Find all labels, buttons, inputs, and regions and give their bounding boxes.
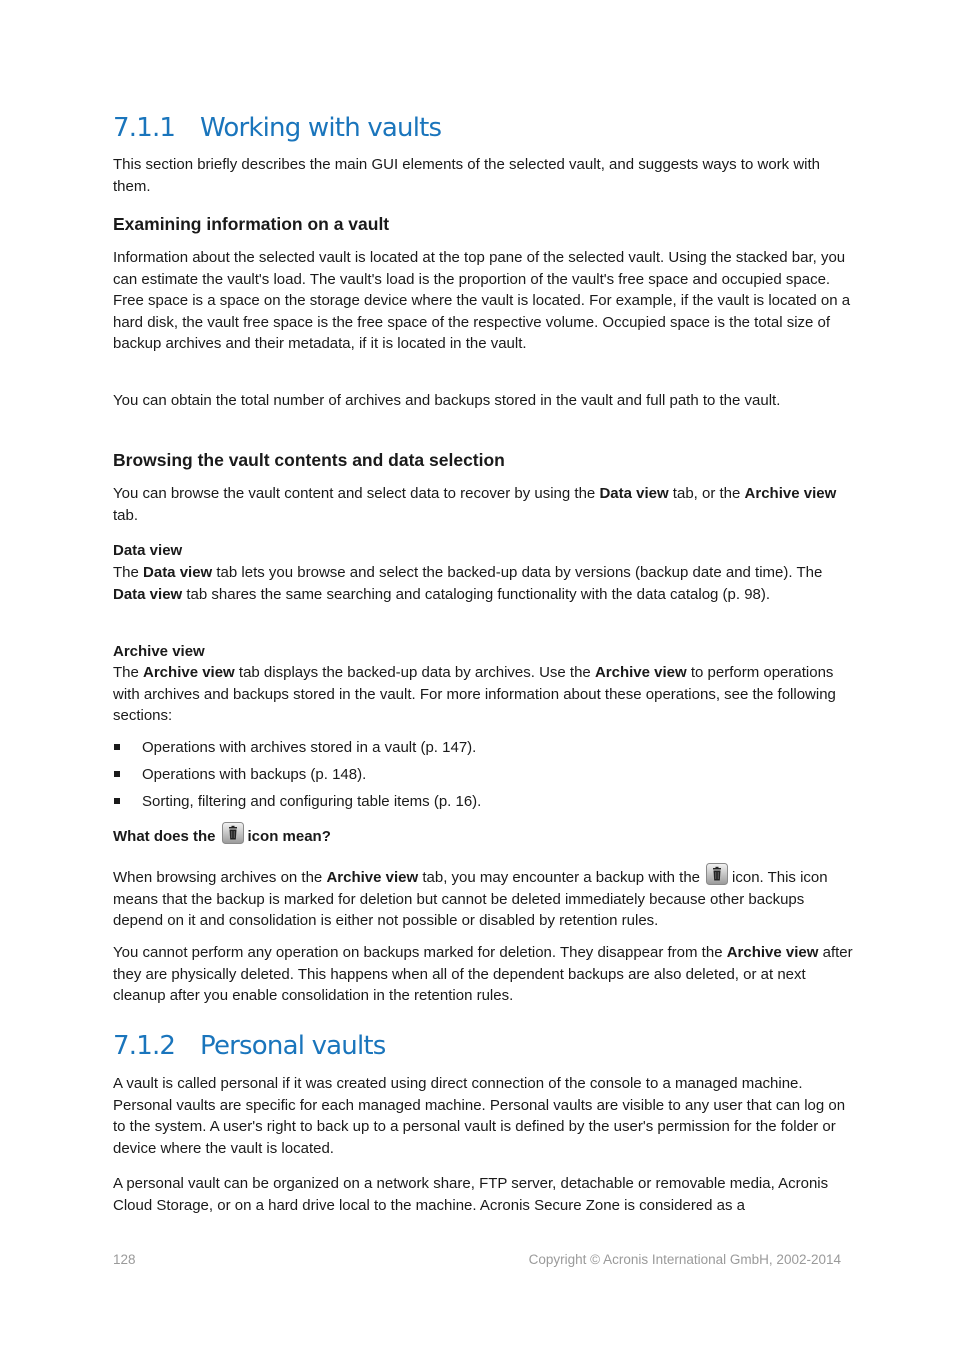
cannot-perform-paragraph <box>113 942 853 1007</box>
text-run: What does the <box>113 828 216 845</box>
text-run: tab lets you browse and select the backed-up data by versions (backup date and time). The <box>212 564 823 581</box>
copyright-notice: Copyright © Acronis International GmbH, 2002-2014 <box>528 1252 841 1267</box>
archive-view-heading: Archive view <box>113 643 205 660</box>
list-item-text: Operations with archives stored in a vault (p. 147). <box>142 739 477 756</box>
icon-question-heading <box>113 822 331 848</box>
section-heading-7-1-2 <box>113 1031 386 1061</box>
text-run: The <box>113 664 144 681</box>
examining-heading: Examining information on a vault <box>113 214 390 234</box>
archive-view-term: Archive view <box>143 664 235 681</box>
icon-explanation-paragraph <box>113 863 853 932</box>
archive-view-term: Archive view <box>744 485 837 502</box>
section-number: 7.1.2 <box>113 1031 176 1061</box>
list-item <box>113 764 848 791</box>
data-view-heading: Data view <box>113 542 183 559</box>
examining-paragraph-2: You can obtain the total number of archives and backups stored in the vault and full path to the vault. <box>113 392 781 409</box>
operations-list <box>113 737 848 818</box>
personal-vaults-paragraph-2: A personal vault can be organized on a network share, FTP server, detachable or removable media, Acronis Cloud Storage, or on a hard drive local to the machine. Acronis Secure Zone is considered as a <box>113 1175 829 1214</box>
data-view-paragraph <box>113 562 853 605</box>
archive-view-term: Archive view <box>726 944 819 961</box>
browsing-paragraph <box>113 483 853 526</box>
browsing-heading: Browsing the vault contents and data selection <box>113 450 505 470</box>
archive-view-term: Archive view <box>326 869 419 886</box>
text-run: You can browse the vault content and select data to recover by using the <box>113 485 600 502</box>
text-run: icon. This icon means that the backup is marked for deletion but cannot be deleted immediately because other backups depend on it and consolidation is either not possible or disabled by retention rules. <box>113 869 828 929</box>
examining-paragraph-1: Information about the selected vault is located at the top pane of the selected vault. Using the stacked bar, you can estimate the vault's load. The vault's load is the proportion of the vault's free space and occupied space. Free space is a space on the storage device where the vault is located. For example, if the vault is located on a hard disk, the vault free space is the free space of the respective volume. Occupied space is the total size of backup archives and their metadata, if it is located in the vault. <box>113 249 851 352</box>
data-view-term: Data view <box>113 585 183 603</box>
list-item-text: Sorting, filtering and configuring table items (p. 16). <box>142 793 482 810</box>
text-run: tab, you may encounter a backup with the <box>418 869 701 886</box>
archive-view-term: Archive view <box>594 664 687 681</box>
section-heading-7-1-1 <box>113 113 441 143</box>
data-view-term: Data view <box>599 485 669 502</box>
bullet-square <box>114 744 120 750</box>
text-run: tab shares the same searching and cataloging functionality with the data catalog (p. 98). <box>182 585 771 603</box>
personal-vaults-paragraph-1: A vault is called personal if it was created using direct connection of the console to a managed machine. Personal vaults are specific for each managed machine. Personal vaults are visible to any user that can log on to the system. A user's right to back up to a personal vault is defined by the user's permission for the folder or device where the vault is located. <box>113 1075 846 1157</box>
intro-paragraph: This section briefly describes the main GUI elements of the selected vault, and suggests ways to work with them. <box>113 156 820 195</box>
section-number: 7.1.1 <box>113 113 176 143</box>
text-run: You cannot perform any operation on backups marked for deletion. They disappear from the <box>113 944 727 961</box>
list-item <box>113 791 848 818</box>
text-run: to perform operations with archives and backups stored in the vault. For more information about these operations, see the following sections: <box>113 664 836 724</box>
text-run: tab, or the <box>668 485 745 502</box>
list-item <box>113 737 848 764</box>
bullet-square <box>114 771 120 777</box>
section-title: Working with vaults <box>200 113 442 143</box>
text-run: tab. <box>113 506 139 524</box>
data-view-term: Data view <box>143 564 213 581</box>
page-number: 128 <box>113 1252 136 1267</box>
section-title: Personal vaults <box>200 1031 386 1061</box>
archive-view-paragraph <box>113 662 853 727</box>
text-run: tab displays the backed-up data by archives. Use the <box>234 664 595 681</box>
list-item-text: Operations with backups (p. 148). <box>142 766 367 783</box>
bullet-square <box>114 798 120 804</box>
trash-icon <box>222 822 242 842</box>
text-run: The <box>113 564 144 581</box>
text-run: When browsing archives on the <box>113 869 327 886</box>
text-run: icon mean? <box>247 828 331 845</box>
text-run: after they are physically deleted. This happens when all of the dependent backups are also deleted, or at next cleanup after you enable consolidation in the retention rules. <box>113 944 853 1004</box>
trash-icon <box>706 863 726 883</box>
